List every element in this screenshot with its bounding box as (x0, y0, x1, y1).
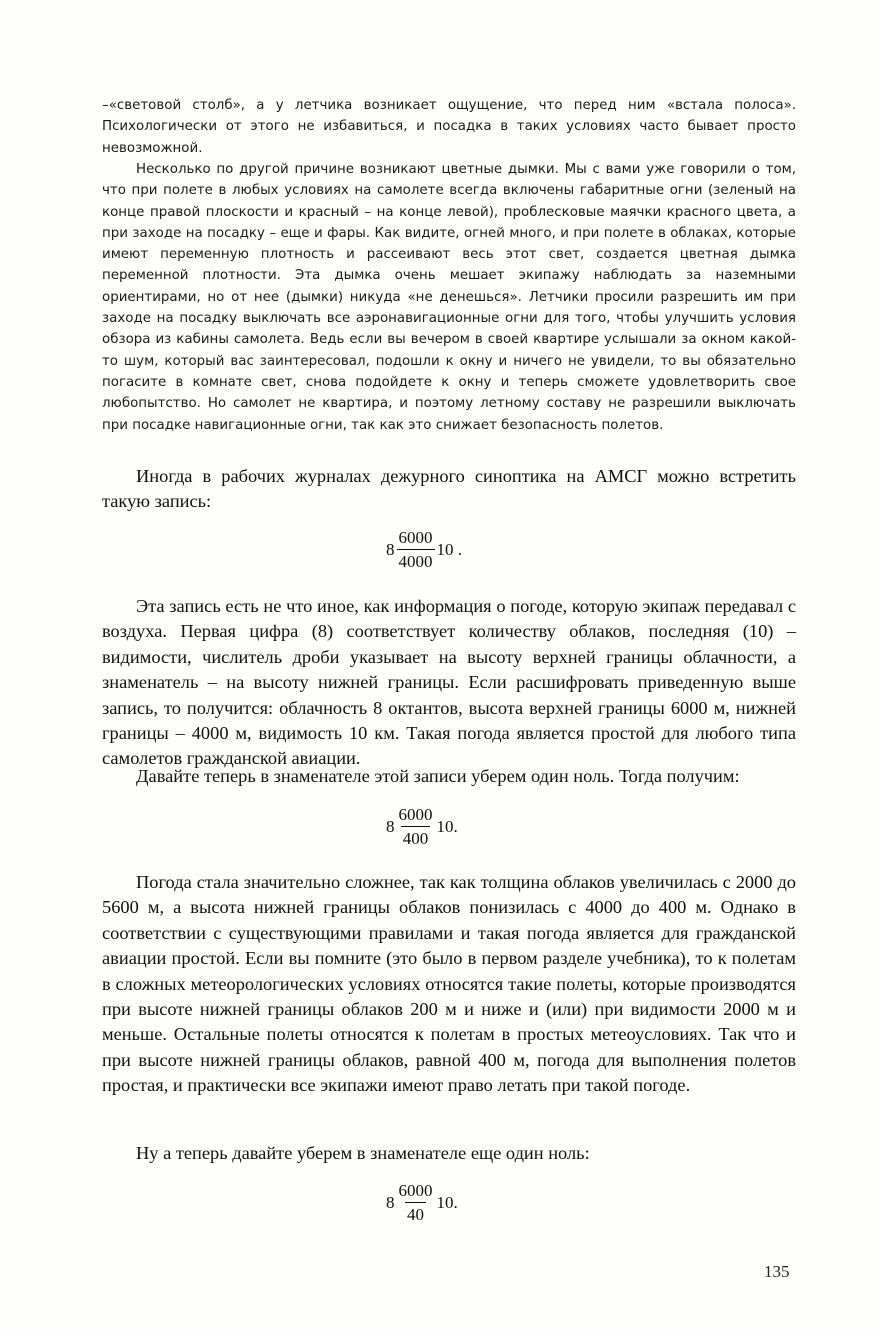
formula-weather-3 (386, 1181, 458, 1225)
formula-weather-1 (386, 528, 462, 572)
paragraph-remove-zero: Давайте теперь в знаменателе этой записи уберем один ноль. Тогда получим: (136, 766, 740, 786)
fraction (397, 805, 435, 849)
formula-lead: 8 (386, 1193, 395, 1212)
fraction (397, 1181, 435, 1225)
fraction-denominator: 4000 (397, 549, 435, 572)
paragraph-another-zero: Ну а теперь давайте уберем в знаменателе еще один ноль: (136, 1143, 590, 1163)
formula-weather-2 (386, 805, 458, 849)
formula-lead: 8 (386, 540, 395, 559)
fraction-numerator: 6000 (398, 528, 433, 547)
fraction-numerator: 6000 (398, 805, 433, 824)
fraction-numerator: 6000 (398, 1181, 433, 1200)
paragraph-light-pillar: –«световой столб», а у летчика возникает ощущение, что перед ним «встала полоса». Психологически от этого не избавиться, и посадка в таких условиях часто бывает просто невозможной. (102, 98, 796, 156)
fraction-denominator: 400 (401, 826, 431, 849)
fraction-denominator: 40 (405, 1202, 426, 1225)
paragraph-colored-haze: Несколько по другой причине возникают цветные дымки. Мы с вами уже говорили о том, что при полете в любых условиях на самолете всегда включены габаритные огни (зеленый на конце правой плоскости и красный – на конце левой), проблесковые маячки красного цвета, а при заходе на посадку – еще и фары. Как видите, огней много, и при полете в облаках, которые имеют переменную плотность и рассеивают весь этот свет, создается цветная дымка переменной плотности. Эта дымка очень мешает экипажу наблюдать за наземными ориентирами, но от нее (дымки) никуда «не денешься». Летчики просили разрешить им при заходе на посадку выключать все аэронавигационные огни для того, чтобы улучшить условия обзора из кабины самолета. Ведь если вы вечером в своей квартире услышали за окном какой-то шум, который вас заинтересовал, подошли к окну и ничего не увидели, то вы обязательно погасите в комнате свет, снова подойдете к окну и теперь сможете удовлетворить свое любопытство. Но самолет не квартира, и поэтому летному составу не разрешили выключать при посадке навигационные огни, так как это снижает безопасность полетов. (102, 162, 796, 433)
paragraph-weather-harder: Погода стала значительно сложнее, так как толщина облаков увеличилась с 2000 до 5600 м, а высота нижней границы облаков понизилась с 4000 до 400 м. Однако в соответствии с существующими правилами и такая погода является для гражданской авиации простой. Если вы помните (это было в первом разделе учебника), то к полетам в сложных метеорологических условиях относятся такие полеты, которые производятся при высоте нижней границы облаков 200 м и ниже и (или) при видимости 2000 м и меньше. Остальные полеты относятся к полетам в простых метеоусловиях. Так что и при высоте нижней границы облаков, равной 400 м, погода для выполнения полетов простая, и практически все экипажи имеют право летать при такой погоде. (102, 872, 796, 1096)
formula-lead: 8 (386, 817, 395, 836)
formula-tail: 10. (436, 817, 458, 836)
formula-tail: 10. (436, 1193, 458, 1212)
formula-tail: 10 . (436, 540, 462, 559)
page-number: 135 (764, 1262, 790, 1281)
paragraph-decoding: Эта запись есть не что иное, как информация о погоде, которую экипаж передавал с воздуха. Первая цифра (8) соответствует количеству облаков, последняя (10) – видимости, числитель дроби указывает на высоту верхней границы облачности, а знаменатель – на высоту нижней границы. Если расшифровать приведенную выше запись, то получится: облачность 8 октантов, высота верхней границы 6000 м, нижней границы – 4000 м, видимость 10 км. Такая погода является простой для любого типа самолетов гражданской авиации. (102, 596, 796, 769)
paragraph-journal-entry: Иногда в рабочих журналах дежурного синоптика на АМСГ можно встретить такую запись: (102, 466, 796, 512)
fraction (397, 528, 435, 572)
